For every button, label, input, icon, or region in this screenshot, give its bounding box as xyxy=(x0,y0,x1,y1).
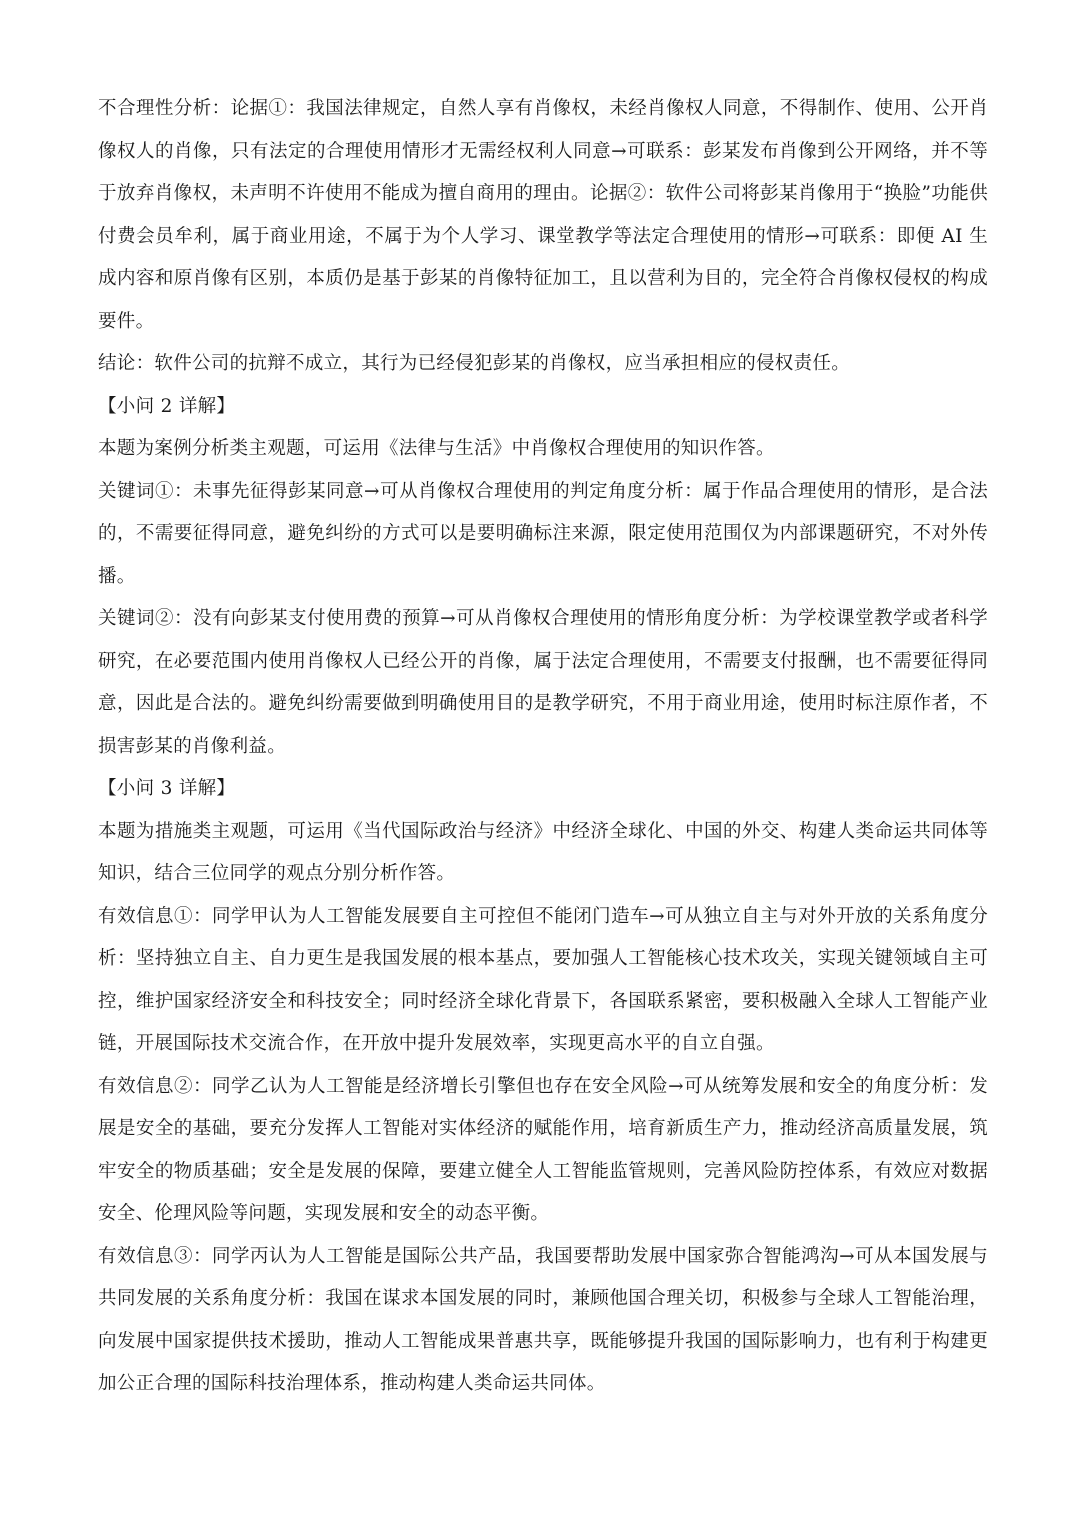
paragraph-q3-info-1: 有效信息①：同学甲认为人工智能发展要自主可控但不能闭门造车→可从独立自主与对外开放的关系角度分析：坚持独立自主、自力更生是我国发展的根本基点，要加强人工智能核心技术攻关，实现关键领域自主可控，维护国家经济安全和科技安全；同时经济全球化背景下，各国联系紧密，要积极融入全球人工智能产业链，开展国际技术交流合作，在开放中提升发展效率，实现更高水平的自立自强。 xyxy=(98,905,988,1054)
heading-subquestion-2: 【小问 2 详解】 xyxy=(98,395,236,417)
paragraph-q2-keyword-2: 关键词②：没有向彭某支付使用费的预算→可从肖像权合理使用的情形角度分析：为学校课堂教学或者科学研究，在必要范围内使用肖像权人已经公开的肖像，属于法定合理使用，不需要支付报酬，也不需要征得同意，因此是合法的。避免纠纷需要做到明确使用目的是教学研究，不用于商业用途，使用时标注原作者，不损害彭某的肖像利益。 xyxy=(98,608,988,757)
document-page xyxy=(98,88,988,1406)
paragraph-q3-info-3: 有效信息③：同学丙认为人工智能是国际公共产品，我国要帮助发展中国家弥合智能鸿沟→可从本国发展与共同发展的关系角度分析：我国在谋求本国发展的同时，兼顾他国合理关切，积极参与全球人工智能治理，向发展中国家提供技术援助，推动人工智能成果普惠共享，既能够提升我国的国际影响力，也有利于构建更加公正合理的国际科技治理体系，推动构建人类命运共同体。 xyxy=(98,1245,988,1394)
paragraph-q3-info-2: 有效信息②：同学乙认为人工智能是经济增长引擎但也存在安全风险→可从统筹发展和安全的角度分析：发展是安全的基础，要充分发挥人工智能对实体经济的赋能作用，培育新质生产力，推动经济高质量发展，筑牢安全的物质基础；安全是发展的保障，要建立健全人工智能监管规则，完善风险防控体系，有效应对数据安全、伦理风险等问题，实现发展和安全的动态平衡。 xyxy=(98,1075,988,1224)
paragraph-conclusion: 结论：软件公司的抗辩不成立，其行为已经侵犯彭某的肖像权，应当承担相应的侵权责任。 xyxy=(98,353,851,374)
paragraph-q2-intro: 本题为案例分析类主观题，可运用《法律与生活》中肖像权合理使用的知识作答。 xyxy=(98,438,775,459)
paragraph-q3-intro: 本题为措施类主观题，可运用《当代国际政治与经济》中经济全球化、中国的外交、构建人类命运共同体等知识，结合三位同学的观点分别分析作答。 xyxy=(98,820,988,884)
heading-subquestion-3: 【小问 3 详解】 xyxy=(98,778,236,799)
paragraph-unreasonableness-analysis: 不合理性分析：论据①：我国法律规定，自然人享有肖像权，未经肖像权人同意，不得制作、使用、公开肖像权人的肖像，只有法定的合理使用情形才无需经权利人同意→可联系：彭某发布肖像到公开网络，并不等于放弃肖像权，未声明不许使用不能成为擅自商用的理由。论据②：软件公司将彭某肖像用于“换脸”功能供付费会员牟利，属于商业用途，不属于为个人学习、课堂教学等法定合理使用的情形→可联系：即便 AI 生成内容和原肖像有区别，本质仍是基于彭某的肖像特征加工，且以营利为目的，完全符合肖像权侵权的构成要件。 xyxy=(98,98,988,332)
paragraph-q2-keyword-1: 关键词①：未事先征得彭某同意→可从肖像权合理使用的判定角度分析：属于作品合理使用的情形，是合法的，不需要征得同意，避免纠纷的方式可以是要明确标注来源，限定使用范围仅为内部课题研究，不对外传播。 xyxy=(98,480,988,587)
